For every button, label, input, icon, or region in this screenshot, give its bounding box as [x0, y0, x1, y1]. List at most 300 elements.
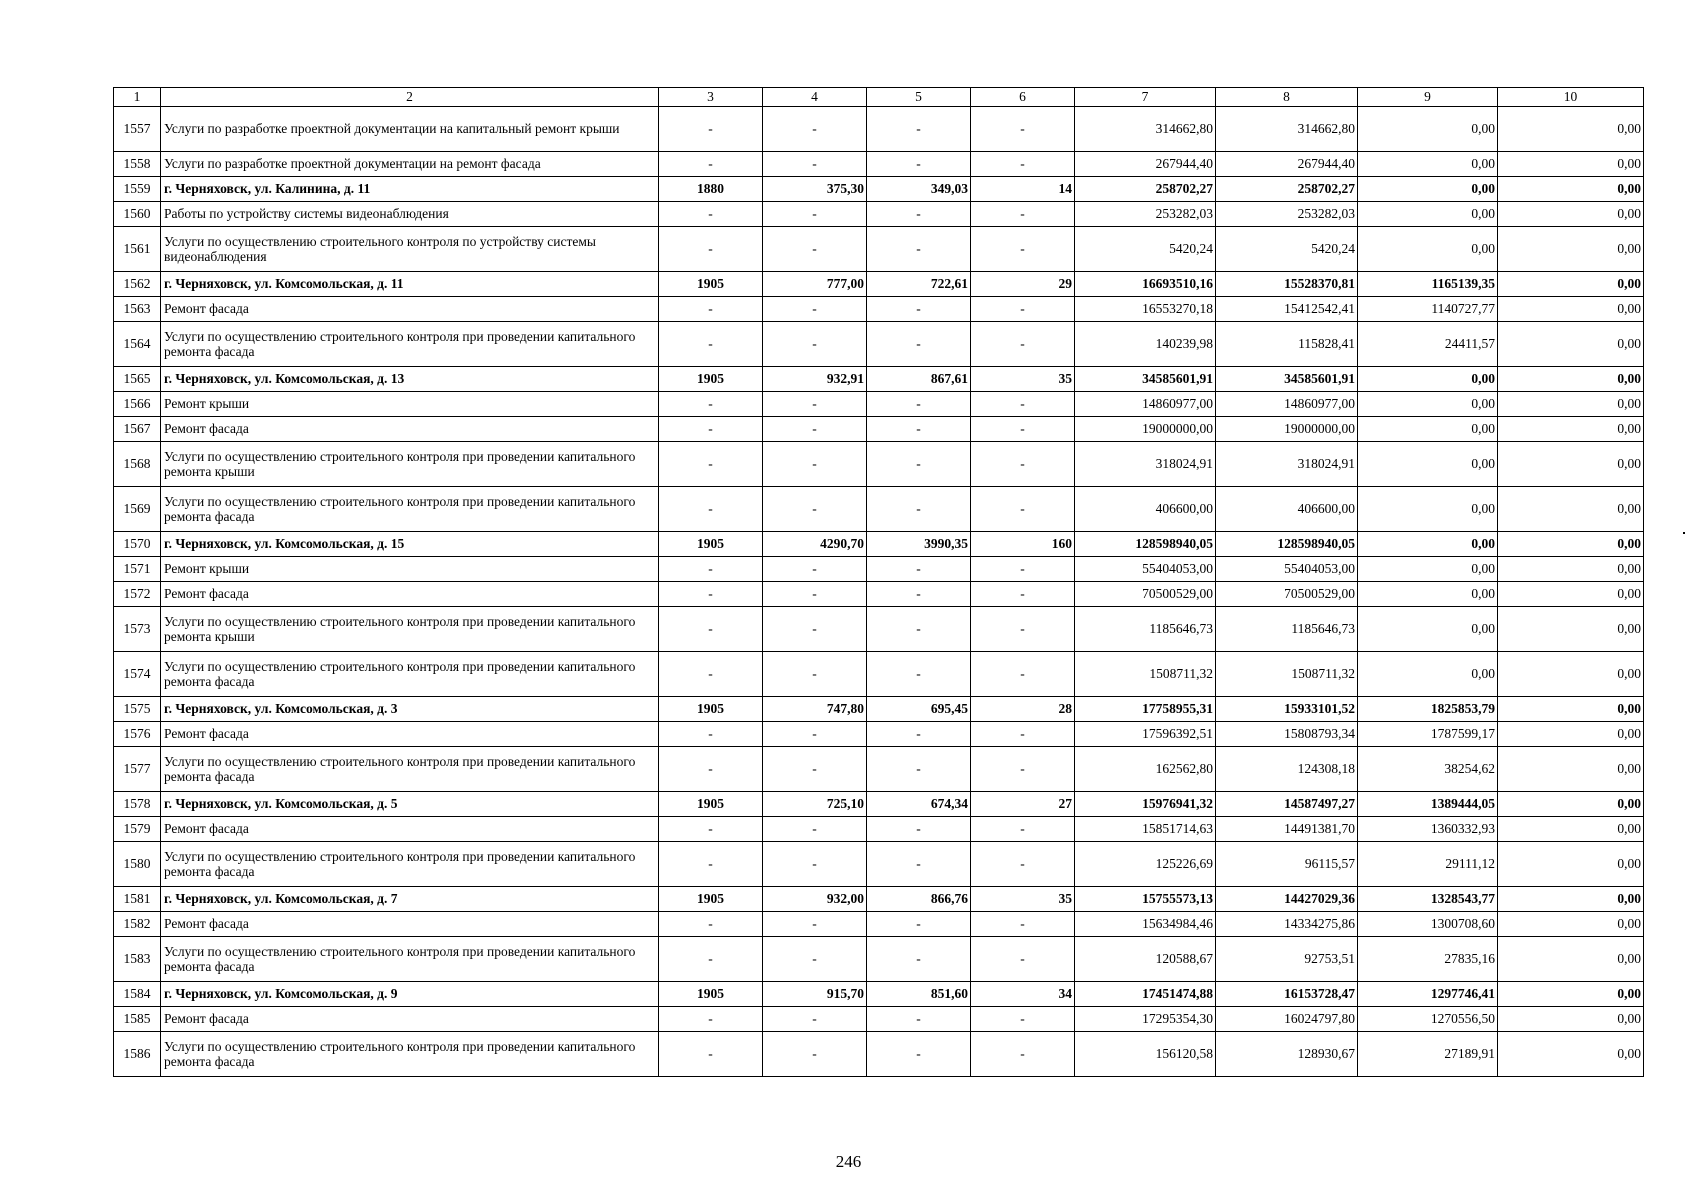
- area-living-cell: 3990,35: [867, 532, 971, 557]
- row-number: 1581: [114, 887, 161, 912]
- area-living-cell: -: [867, 297, 971, 322]
- row-number: 1575: [114, 697, 161, 722]
- residents-cell: -: [971, 1007, 1075, 1032]
- area-living-cell: -: [867, 227, 971, 272]
- item-name: г. Черняховск, ул. Комсомольская, д. 7: [161, 887, 659, 912]
- area-living-cell: -: [867, 817, 971, 842]
- residents-cell: -: [971, 1032, 1075, 1077]
- cost-total-cell: 267944,40: [1075, 152, 1216, 177]
- data-table: [113, 87, 1644, 1077]
- item-name: Услуги по осуществлению строительного контроля при проведении капитального ремонта фасада: [161, 1032, 659, 1077]
- work-item-row: [114, 557, 1644, 582]
- area-total-cell: -: [763, 297, 867, 322]
- cost-other-cell: 0,00: [1498, 842, 1644, 887]
- cost-total-cell: 1185646,73: [1075, 607, 1216, 652]
- year-cell: 1905: [659, 272, 763, 297]
- cost-other-cell: 0,00: [1498, 417, 1644, 442]
- area-total-cell: -: [763, 937, 867, 982]
- cost-other-cell: 0,00: [1498, 557, 1644, 582]
- work-item-row: [114, 652, 1644, 697]
- cost-fund-cell: 96115,57: [1216, 842, 1358, 887]
- cost-other-cell: 0,00: [1498, 322, 1644, 367]
- year-cell: 1905: [659, 792, 763, 817]
- area-total-cell: -: [763, 557, 867, 582]
- row-number: 1560: [114, 202, 161, 227]
- cost-total-cell: 55404053,00: [1075, 557, 1216, 582]
- cost-fund-cell: 15412542,41: [1216, 297, 1358, 322]
- cost-fund-cell: 16024797,80: [1216, 1007, 1358, 1032]
- cost-owners-cell: 0,00: [1358, 202, 1498, 227]
- cost-other-cell: 0,00: [1498, 912, 1644, 937]
- item-name: Ремонт крыши: [161, 557, 659, 582]
- area-total-cell: 777,00: [763, 272, 867, 297]
- area-living-cell: -: [867, 607, 971, 652]
- year-cell: -: [659, 842, 763, 887]
- area-total-cell: -: [763, 487, 867, 532]
- item-name: г. Черняховск, ул. Калинина, д. 11: [161, 177, 659, 202]
- cost-total-cell: 1508711,32: [1075, 652, 1216, 697]
- cost-fund-cell: 128930,67: [1216, 1032, 1358, 1077]
- cost-fund-cell: 70500529,00: [1216, 582, 1358, 607]
- area-total-cell: -: [763, 817, 867, 842]
- column-header: 5: [867, 88, 971, 107]
- residents-cell: -: [971, 392, 1075, 417]
- work-item-row: [114, 582, 1644, 607]
- cost-owners-cell: 0,00: [1358, 392, 1498, 417]
- cost-fund-cell: 258702,27: [1216, 177, 1358, 202]
- cost-fund-cell: 15808793,34: [1216, 722, 1358, 747]
- cost-total-cell: 17758955,31: [1075, 697, 1216, 722]
- row-number: 1576: [114, 722, 161, 747]
- area-living-cell: 722,61: [867, 272, 971, 297]
- item-name: Услуги по осуществлению строительного контроля при проведении капитального ремонта фасада: [161, 652, 659, 697]
- year-cell: -: [659, 297, 763, 322]
- cost-owners-cell: 29111,12: [1358, 842, 1498, 887]
- cost-owners-cell: 0,00: [1358, 442, 1498, 487]
- cost-total-cell: 140239,98: [1075, 322, 1216, 367]
- address-row: [114, 792, 1644, 817]
- row-number: 1578: [114, 792, 161, 817]
- residents-cell: -: [971, 152, 1075, 177]
- row-number: 1571: [114, 557, 161, 582]
- cost-fund-cell: 19000000,00: [1216, 417, 1358, 442]
- item-name: Услуги по осуществлению строительного контроля по устройству системы видеонаблюдения: [161, 227, 659, 272]
- cost-other-cell: 0,00: [1498, 697, 1644, 722]
- item-name: г. Черняховск, ул. Комсомольская, д. 9: [161, 982, 659, 1007]
- year-cell: -: [659, 557, 763, 582]
- item-name: Ремонт крыши: [161, 392, 659, 417]
- cost-other-cell: 0,00: [1498, 1007, 1644, 1032]
- cost-other-cell: 0,00: [1498, 227, 1644, 272]
- row-number: 1585: [114, 1007, 161, 1032]
- work-item-row: [114, 1032, 1644, 1077]
- area-living-cell: -: [867, 937, 971, 982]
- cost-total-cell: 15755573,13: [1075, 887, 1216, 912]
- residents-cell: -: [971, 652, 1075, 697]
- row-number: 1583: [114, 937, 161, 982]
- area-living-cell: -: [867, 392, 971, 417]
- row-number: 1561: [114, 227, 161, 272]
- cost-owners-cell: 0,00: [1358, 652, 1498, 697]
- cost-fund-cell: 14427029,36: [1216, 887, 1358, 912]
- area-total-cell: -: [763, 392, 867, 417]
- work-item-row: [114, 747, 1644, 792]
- cost-owners-cell: 1300708,60: [1358, 912, 1498, 937]
- residents-cell: 27: [971, 792, 1075, 817]
- area-total-cell: -: [763, 582, 867, 607]
- area-total-cell: -: [763, 322, 867, 367]
- work-item-row: [114, 202, 1644, 227]
- cost-fund-cell: 55404053,00: [1216, 557, 1358, 582]
- address-row: [114, 177, 1644, 202]
- item-name: Ремонт фасада: [161, 912, 659, 937]
- item-name: Работы по устройству системы видеонаблюдения: [161, 202, 659, 227]
- year-cell: -: [659, 747, 763, 792]
- area-living-cell: -: [867, 107, 971, 152]
- work-item-row: [114, 1007, 1644, 1032]
- cost-fund-cell: 314662,80: [1216, 107, 1358, 152]
- area-total-cell: -: [763, 107, 867, 152]
- cost-other-cell: 0,00: [1498, 177, 1644, 202]
- cost-total-cell: 17295354,30: [1075, 1007, 1216, 1032]
- cost-other-cell: 0,00: [1498, 607, 1644, 652]
- residents-cell: -: [971, 722, 1075, 747]
- row-number: 1586: [114, 1032, 161, 1077]
- area-total-cell: 4290,70: [763, 532, 867, 557]
- row-number: 1574: [114, 652, 161, 697]
- cost-owners-cell: 0,00: [1358, 107, 1498, 152]
- area-living-cell: 866,76: [867, 887, 971, 912]
- work-item-row: [114, 607, 1644, 652]
- cost-owners-cell: 0,00: [1358, 367, 1498, 392]
- item-name: Услуги по осуществлению строительного контроля при проведении капитального ремонта фасада: [161, 322, 659, 367]
- residents-cell: -: [971, 937, 1075, 982]
- residents-cell: -: [971, 227, 1075, 272]
- row-number: 1557: [114, 107, 161, 152]
- item-name: Услуги по разработке проектной документации на ремонт фасада: [161, 152, 659, 177]
- year-cell: -: [659, 817, 763, 842]
- cost-total-cell: 17596392,51: [1075, 722, 1216, 747]
- work-item-row: [114, 107, 1644, 152]
- area-total-cell: -: [763, 912, 867, 937]
- column-header: 9: [1358, 88, 1498, 107]
- cost-owners-cell: 0,00: [1358, 417, 1498, 442]
- column-header: 3: [659, 88, 763, 107]
- work-item-row: [114, 392, 1644, 417]
- row-number: 1580: [114, 842, 161, 887]
- work-item-row: [114, 487, 1644, 532]
- cost-owners-cell: 0,00: [1358, 152, 1498, 177]
- area-living-cell: 851,60: [867, 982, 971, 1007]
- year-cell: 1905: [659, 982, 763, 1007]
- residents-cell: 29: [971, 272, 1075, 297]
- area-living-cell: -: [867, 202, 971, 227]
- row-number: 1558: [114, 152, 161, 177]
- cost-fund-cell: 15528370,81: [1216, 272, 1358, 297]
- year-cell: -: [659, 227, 763, 272]
- row-number: 1577: [114, 747, 161, 792]
- cost-other-cell: 0,00: [1498, 392, 1644, 417]
- row-number: 1572: [114, 582, 161, 607]
- cost-fund-cell: 34585601,91: [1216, 367, 1358, 392]
- cost-fund-cell: 15933101,52: [1216, 697, 1358, 722]
- area-living-cell: -: [867, 487, 971, 532]
- residents-cell: -: [971, 607, 1075, 652]
- residents-cell: 34: [971, 982, 1075, 1007]
- item-name: Услуги по осуществлению строительного контроля при проведении капитального ремонта фасада: [161, 937, 659, 982]
- cost-other-cell: 0,00: [1498, 652, 1644, 697]
- cost-total-cell: 15851714,63: [1075, 817, 1216, 842]
- row-number: 1569: [114, 487, 161, 532]
- cost-owners-cell: 0,00: [1358, 607, 1498, 652]
- column-header: 7: [1075, 88, 1216, 107]
- cost-total-cell: 125226,69: [1075, 842, 1216, 887]
- cost-owners-cell: 27189,91: [1358, 1032, 1498, 1077]
- residents-cell: -: [971, 322, 1075, 367]
- cost-other-cell: 0,00: [1498, 297, 1644, 322]
- cost-other-cell: 0,00: [1498, 982, 1644, 1007]
- row-number: 1573: [114, 607, 161, 652]
- residents-cell: -: [971, 442, 1075, 487]
- residents-cell: -: [971, 487, 1075, 532]
- year-cell: -: [659, 937, 763, 982]
- row-number: 1579: [114, 817, 161, 842]
- work-item-row: [114, 152, 1644, 177]
- area-living-cell: -: [867, 747, 971, 792]
- address-row: [114, 697, 1644, 722]
- year-cell: -: [659, 582, 763, 607]
- item-name: Ремонт фасада: [161, 722, 659, 747]
- cost-total-cell: 34585601,91: [1075, 367, 1216, 392]
- year-cell: 1905: [659, 697, 763, 722]
- cost-total-cell: 120588,67: [1075, 937, 1216, 982]
- cost-fund-cell: 1508711,32: [1216, 652, 1358, 697]
- area-total-cell: -: [763, 747, 867, 792]
- item-name: г. Черняховск, ул. Комсомольская, д. 15: [161, 532, 659, 557]
- cost-fund-cell: 14587497,27: [1216, 792, 1358, 817]
- work-item-row: [114, 322, 1644, 367]
- residents-cell: -: [971, 747, 1075, 792]
- area-total-cell: -: [763, 152, 867, 177]
- cost-total-cell: 253282,03: [1075, 202, 1216, 227]
- cost-total-cell: 15976941,32: [1075, 792, 1216, 817]
- cost-fund-cell: 253282,03: [1216, 202, 1358, 227]
- residents-cell: -: [971, 297, 1075, 322]
- item-name: Услуги по осуществлению строительного контроля при проведении капитального ремонта фасада: [161, 842, 659, 887]
- column-header: 4: [763, 88, 867, 107]
- cost-owners-cell: 0,00: [1358, 227, 1498, 272]
- area-total-cell: -: [763, 1032, 867, 1077]
- year-cell: -: [659, 442, 763, 487]
- address-row: [114, 982, 1644, 1007]
- area-living-cell: 674,34: [867, 792, 971, 817]
- column-header: 8: [1216, 88, 1358, 107]
- year-cell: -: [659, 392, 763, 417]
- residents-cell: -: [971, 842, 1075, 887]
- row-number: 1582: [114, 912, 161, 937]
- cost-owners-cell: 1297746,41: [1358, 982, 1498, 1007]
- area-total-cell: -: [763, 1007, 867, 1032]
- area-total-cell: 932,00: [763, 887, 867, 912]
- year-cell: 1905: [659, 367, 763, 392]
- item-name: Ремонт фасада: [161, 417, 659, 442]
- cost-total-cell: 16693510,16: [1075, 272, 1216, 297]
- work-item-row: [114, 417, 1644, 442]
- cost-fund-cell: 267944,40: [1216, 152, 1358, 177]
- row-number: 1564: [114, 322, 161, 367]
- work-item-row: [114, 937, 1644, 982]
- cost-other-cell: 0,00: [1498, 817, 1644, 842]
- year-cell: -: [659, 417, 763, 442]
- cost-fund-cell: 92753,51: [1216, 937, 1358, 982]
- cost-fund-cell: 5420,24: [1216, 227, 1358, 272]
- row-number: 1566: [114, 392, 161, 417]
- area-total-cell: -: [763, 227, 867, 272]
- cost-other-cell: 0,00: [1498, 792, 1644, 817]
- column-header: 1: [114, 88, 161, 107]
- cost-fund-cell: 406600,00: [1216, 487, 1358, 532]
- area-total-cell: -: [763, 607, 867, 652]
- residents-cell: -: [971, 107, 1075, 152]
- area-living-cell: -: [867, 152, 971, 177]
- cost-total-cell: 14860977,00: [1075, 392, 1216, 417]
- item-name: г. Черняховск, ул. Комсомольская, д. 11: [161, 272, 659, 297]
- cost-other-cell: 0,00: [1498, 747, 1644, 792]
- cost-fund-cell: 318024,91: [1216, 442, 1358, 487]
- column-number-row: [114, 88, 1644, 107]
- year-cell: -: [659, 152, 763, 177]
- item-name: Ремонт фасада: [161, 1007, 659, 1032]
- cost-other-cell: 0,00: [1498, 532, 1644, 557]
- cost-total-cell: 70500529,00: [1075, 582, 1216, 607]
- cost-total-cell: 5420,24: [1075, 227, 1216, 272]
- cost-owners-cell: 0,00: [1358, 532, 1498, 557]
- cost-other-cell: 0,00: [1498, 367, 1644, 392]
- area-living-cell: -: [867, 842, 971, 887]
- year-cell: -: [659, 722, 763, 747]
- area-total-cell: 375,30: [763, 177, 867, 202]
- residents-cell: -: [971, 912, 1075, 937]
- cost-other-cell: 0,00: [1498, 152, 1644, 177]
- year-cell: -: [659, 107, 763, 152]
- cost-owners-cell: 1825853,79: [1358, 697, 1498, 722]
- item-name: Услуги по осуществлению строительного контроля при проведении капитального ремонта фасада: [161, 487, 659, 532]
- area-living-cell: -: [867, 1007, 971, 1032]
- residents-cell: -: [971, 202, 1075, 227]
- work-item-row: [114, 297, 1644, 322]
- address-row: [114, 532, 1644, 557]
- area-living-cell: -: [867, 652, 971, 697]
- cost-other-cell: 0,00: [1498, 887, 1644, 912]
- item-name: Ремонт фасада: [161, 582, 659, 607]
- cost-other-cell: 0,00: [1498, 487, 1644, 532]
- area-living-cell: -: [867, 417, 971, 442]
- cost-fund-cell: 14860977,00: [1216, 392, 1358, 417]
- area-total-cell: -: [763, 722, 867, 747]
- year-cell: -: [659, 1007, 763, 1032]
- work-item-row: [114, 442, 1644, 487]
- cost-fund-cell: 128598940,05: [1216, 532, 1358, 557]
- year-cell: -: [659, 487, 763, 532]
- area-total-cell: 725,10: [763, 792, 867, 817]
- residents-cell: 28: [971, 697, 1075, 722]
- cost-total-cell: 128598940,05: [1075, 532, 1216, 557]
- cost-other-cell: 0,00: [1498, 272, 1644, 297]
- item-name: Услуги по осуществлению строительного контроля при проведении капитального ремонта крыши: [161, 442, 659, 487]
- work-item-row: [114, 912, 1644, 937]
- row-number: 1559: [114, 177, 161, 202]
- page-number: 246: [835, 1152, 862, 1171]
- area-total-cell: -: [763, 202, 867, 227]
- work-item-row: [114, 227, 1644, 272]
- area-total-cell: -: [763, 842, 867, 887]
- item-name: Услуги по разработке проектной документации на капитальный ремонт крыши: [161, 107, 659, 152]
- address-row: [114, 887, 1644, 912]
- residents-cell: -: [971, 817, 1075, 842]
- area-living-cell: 695,45: [867, 697, 971, 722]
- cost-fund-cell: 115828,41: [1216, 322, 1358, 367]
- area-living-cell: -: [867, 1032, 971, 1077]
- area-living-cell: -: [867, 322, 971, 367]
- area-living-cell: -: [867, 582, 971, 607]
- cost-owners-cell: 1787599,17: [1358, 722, 1498, 747]
- cost-owners-cell: 1360332,93: [1358, 817, 1498, 842]
- area-living-cell: -: [867, 557, 971, 582]
- cost-other-cell: 0,00: [1498, 582, 1644, 607]
- cost-total-cell: 406600,00: [1075, 487, 1216, 532]
- residents-cell: -: [971, 582, 1075, 607]
- residents-cell: 35: [971, 887, 1075, 912]
- residents-cell: -: [971, 557, 1075, 582]
- cost-total-cell: 16553270,18: [1075, 297, 1216, 322]
- area-total-cell: 915,70: [763, 982, 867, 1007]
- column-header: 2: [161, 88, 659, 107]
- cost-other-cell: 0,00: [1498, 107, 1644, 152]
- area-living-cell: -: [867, 722, 971, 747]
- row-number: 1563: [114, 297, 161, 322]
- year-cell: -: [659, 1032, 763, 1077]
- year-cell: -: [659, 202, 763, 227]
- cost-owners-cell: 0,00: [1358, 487, 1498, 532]
- cost-fund-cell: 16153728,47: [1216, 982, 1358, 1007]
- cost-other-cell: 0,00: [1498, 937, 1644, 982]
- cost-other-cell: 0,00: [1498, 442, 1644, 487]
- row-number: 1562: [114, 272, 161, 297]
- item-name: Ремонт фасада: [161, 817, 659, 842]
- item-name: г. Черняховск, ул. Комсомольская, д. 5: [161, 792, 659, 817]
- cost-total-cell: 258702,27: [1075, 177, 1216, 202]
- cost-fund-cell: 14334275,86: [1216, 912, 1358, 937]
- item-name: Услуги по осуществлению строительного контроля при проведении капитального ремонта крыши: [161, 607, 659, 652]
- row-number: 1567: [114, 417, 161, 442]
- cost-owners-cell: 38254,62: [1358, 747, 1498, 792]
- year-cell: 1905: [659, 532, 763, 557]
- residents-cell: -: [971, 417, 1075, 442]
- year-cell: -: [659, 912, 763, 937]
- area-total-cell: 747,80: [763, 697, 867, 722]
- cost-owners-cell: 1328543,77: [1358, 887, 1498, 912]
- cost-other-cell: 0,00: [1498, 1032, 1644, 1077]
- cost-total-cell: 19000000,00: [1075, 417, 1216, 442]
- cost-total-cell: 162562,80: [1075, 747, 1216, 792]
- cost-owners-cell: 1270556,50: [1358, 1007, 1498, 1032]
- year-cell: 1880: [659, 177, 763, 202]
- scan-speck: [1683, 532, 1685, 534]
- year-cell: -: [659, 322, 763, 367]
- area-living-cell: 867,61: [867, 367, 971, 392]
- area-total-cell: -: [763, 652, 867, 697]
- residents-cell: 14: [971, 177, 1075, 202]
